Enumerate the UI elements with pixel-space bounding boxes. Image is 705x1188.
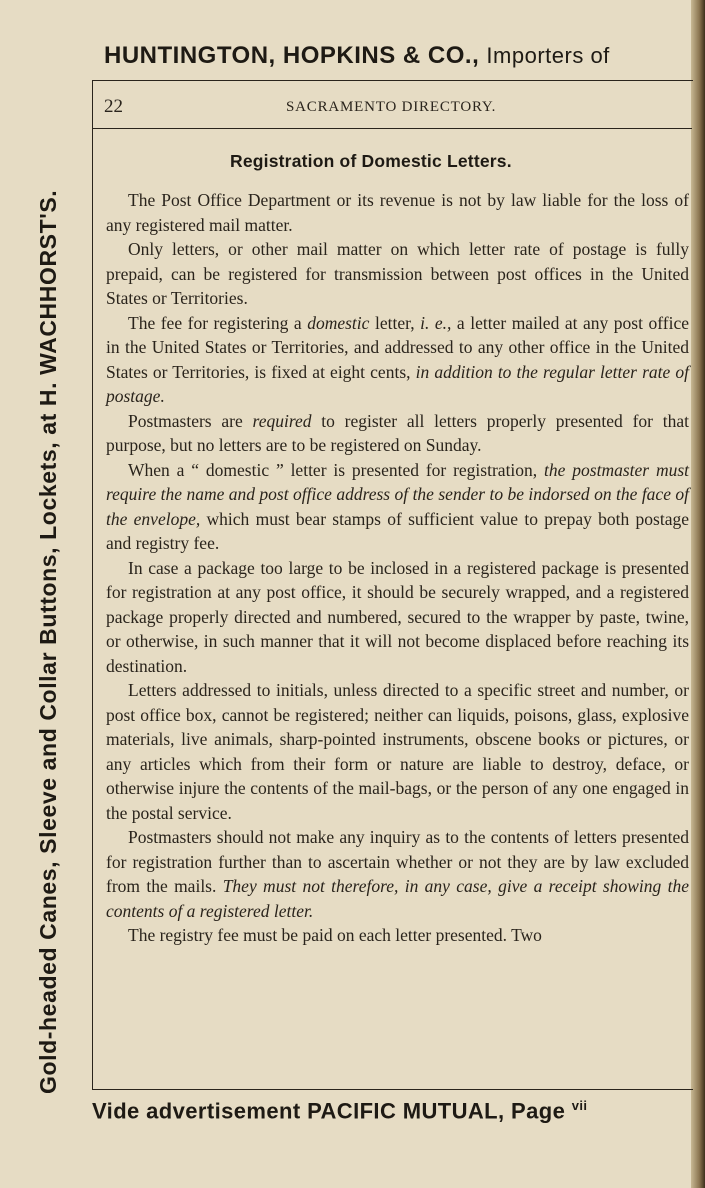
text-run: a letter mailed at any post office in the United States or Territories, and addressed to any other office in the United States or Territories, is fixed at eight cents, <box>106 312 689 382</box>
italic-text: i. e., <box>420 312 452 333</box>
bottom-advertisement-text: Vide advertisement PACIFIC MUTUAL, Page <box>92 1098 566 1124</box>
text-run: Postmasters should not make any inquiry as to the contents of letters presented for registration further than to ascertain whether or not they are by law excluded from the mails. <box>106 827 689 896</box>
paragraph <box>106 556 689 679</box>
paragraph <box>106 409 689 458</box>
text-run: Only letters, or other mail matter on which letter rate of postage is fully prepaid, can be registered for transmission between post offices in the United States or Territories. <box>106 239 689 308</box>
side-advertisement: Gold-headed Canes, Sleeve and Collar Buttons, Lockets, at H. WACHHORST'S. <box>35 189 61 1094</box>
italic-text: required <box>252 410 312 431</box>
page-number: 22 <box>104 96 123 117</box>
italic-text: the postmaster must require the name and post office address of the sender to be indorsed on the face of the envelope, <box>106 459 690 529</box>
paragraph <box>106 237 689 311</box>
paragraph <box>106 458 689 556</box>
paragraph <box>106 311 689 409</box>
bottom-advertisement-page: vii <box>571 1098 588 1113</box>
text-run: In case a package too large to be inclosed in a registered package is presented for registration at any post office, it should be securely wrapped, and a registered package properly directed and numbered, secured to the wrapper by paste, twine, or otherwise, in such manner that it will not become displaced before reaching its destination. <box>106 557 689 676</box>
text-run: The fee for registering a <box>128 312 308 333</box>
page-edge <box>691 0 705 1188</box>
top-advertisement-name: HUNTINGTON, HOPKINS & CO., <box>104 42 480 69</box>
section-title: Registration of Domestic Letters. <box>230 151 512 171</box>
running-head: SACRAMENTO DIRECTORY. <box>286 99 497 115</box>
bottom-advertisement <box>92 1098 697 1124</box>
italic-text: in addition to the regular letter rate of postage. <box>106 361 689 406</box>
paragraph <box>106 923 689 948</box>
text-run: Postmasters are <box>128 410 253 431</box>
text-run: The Post Office Department or its revenue is not by law liable for the loss of any registered mail matter. <box>106 190 689 235</box>
top-advertisement <box>104 42 694 70</box>
italic-text: They must not therefore, in any case, give a receipt showing the contents of a registered letter. <box>106 876 689 921</box>
text-run: to register all letters properly presented for that purpose, but no letters are to be registered on Sunday. <box>106 410 689 455</box>
paragraph <box>106 825 689 923</box>
body-text <box>106 188 689 948</box>
header-rule <box>93 128 692 129</box>
top-advertisement-tail: Importers of <box>486 43 610 68</box>
paragraph <box>106 678 689 825</box>
text-run: letter, <box>369 312 421 333</box>
italic-text: domestic <box>307 312 370 333</box>
text-run: When a “ domestic ” letter is presented for registration, <box>128 459 545 480</box>
text-run: The registry fee must be paid on each letter presented. Two <box>128 925 542 945</box>
paragraph <box>106 188 689 237</box>
text-run: which must bear stamps of sufficient value to prepay both postage and registry fee. <box>106 508 689 553</box>
text-run: Letters addressed to initials, unless directed to a specific street and number, or post office box, cannot be registered; neither can liquids, poisons, glass, explosive materials, live animals, sharp-pointed instruments, obscene books or pictures, or any articles which from their form or nature are liable to destroy, deface, or otherwise injure the contents of the mail-bags, or the person of any one engaged in the postal service. <box>106 680 689 823</box>
